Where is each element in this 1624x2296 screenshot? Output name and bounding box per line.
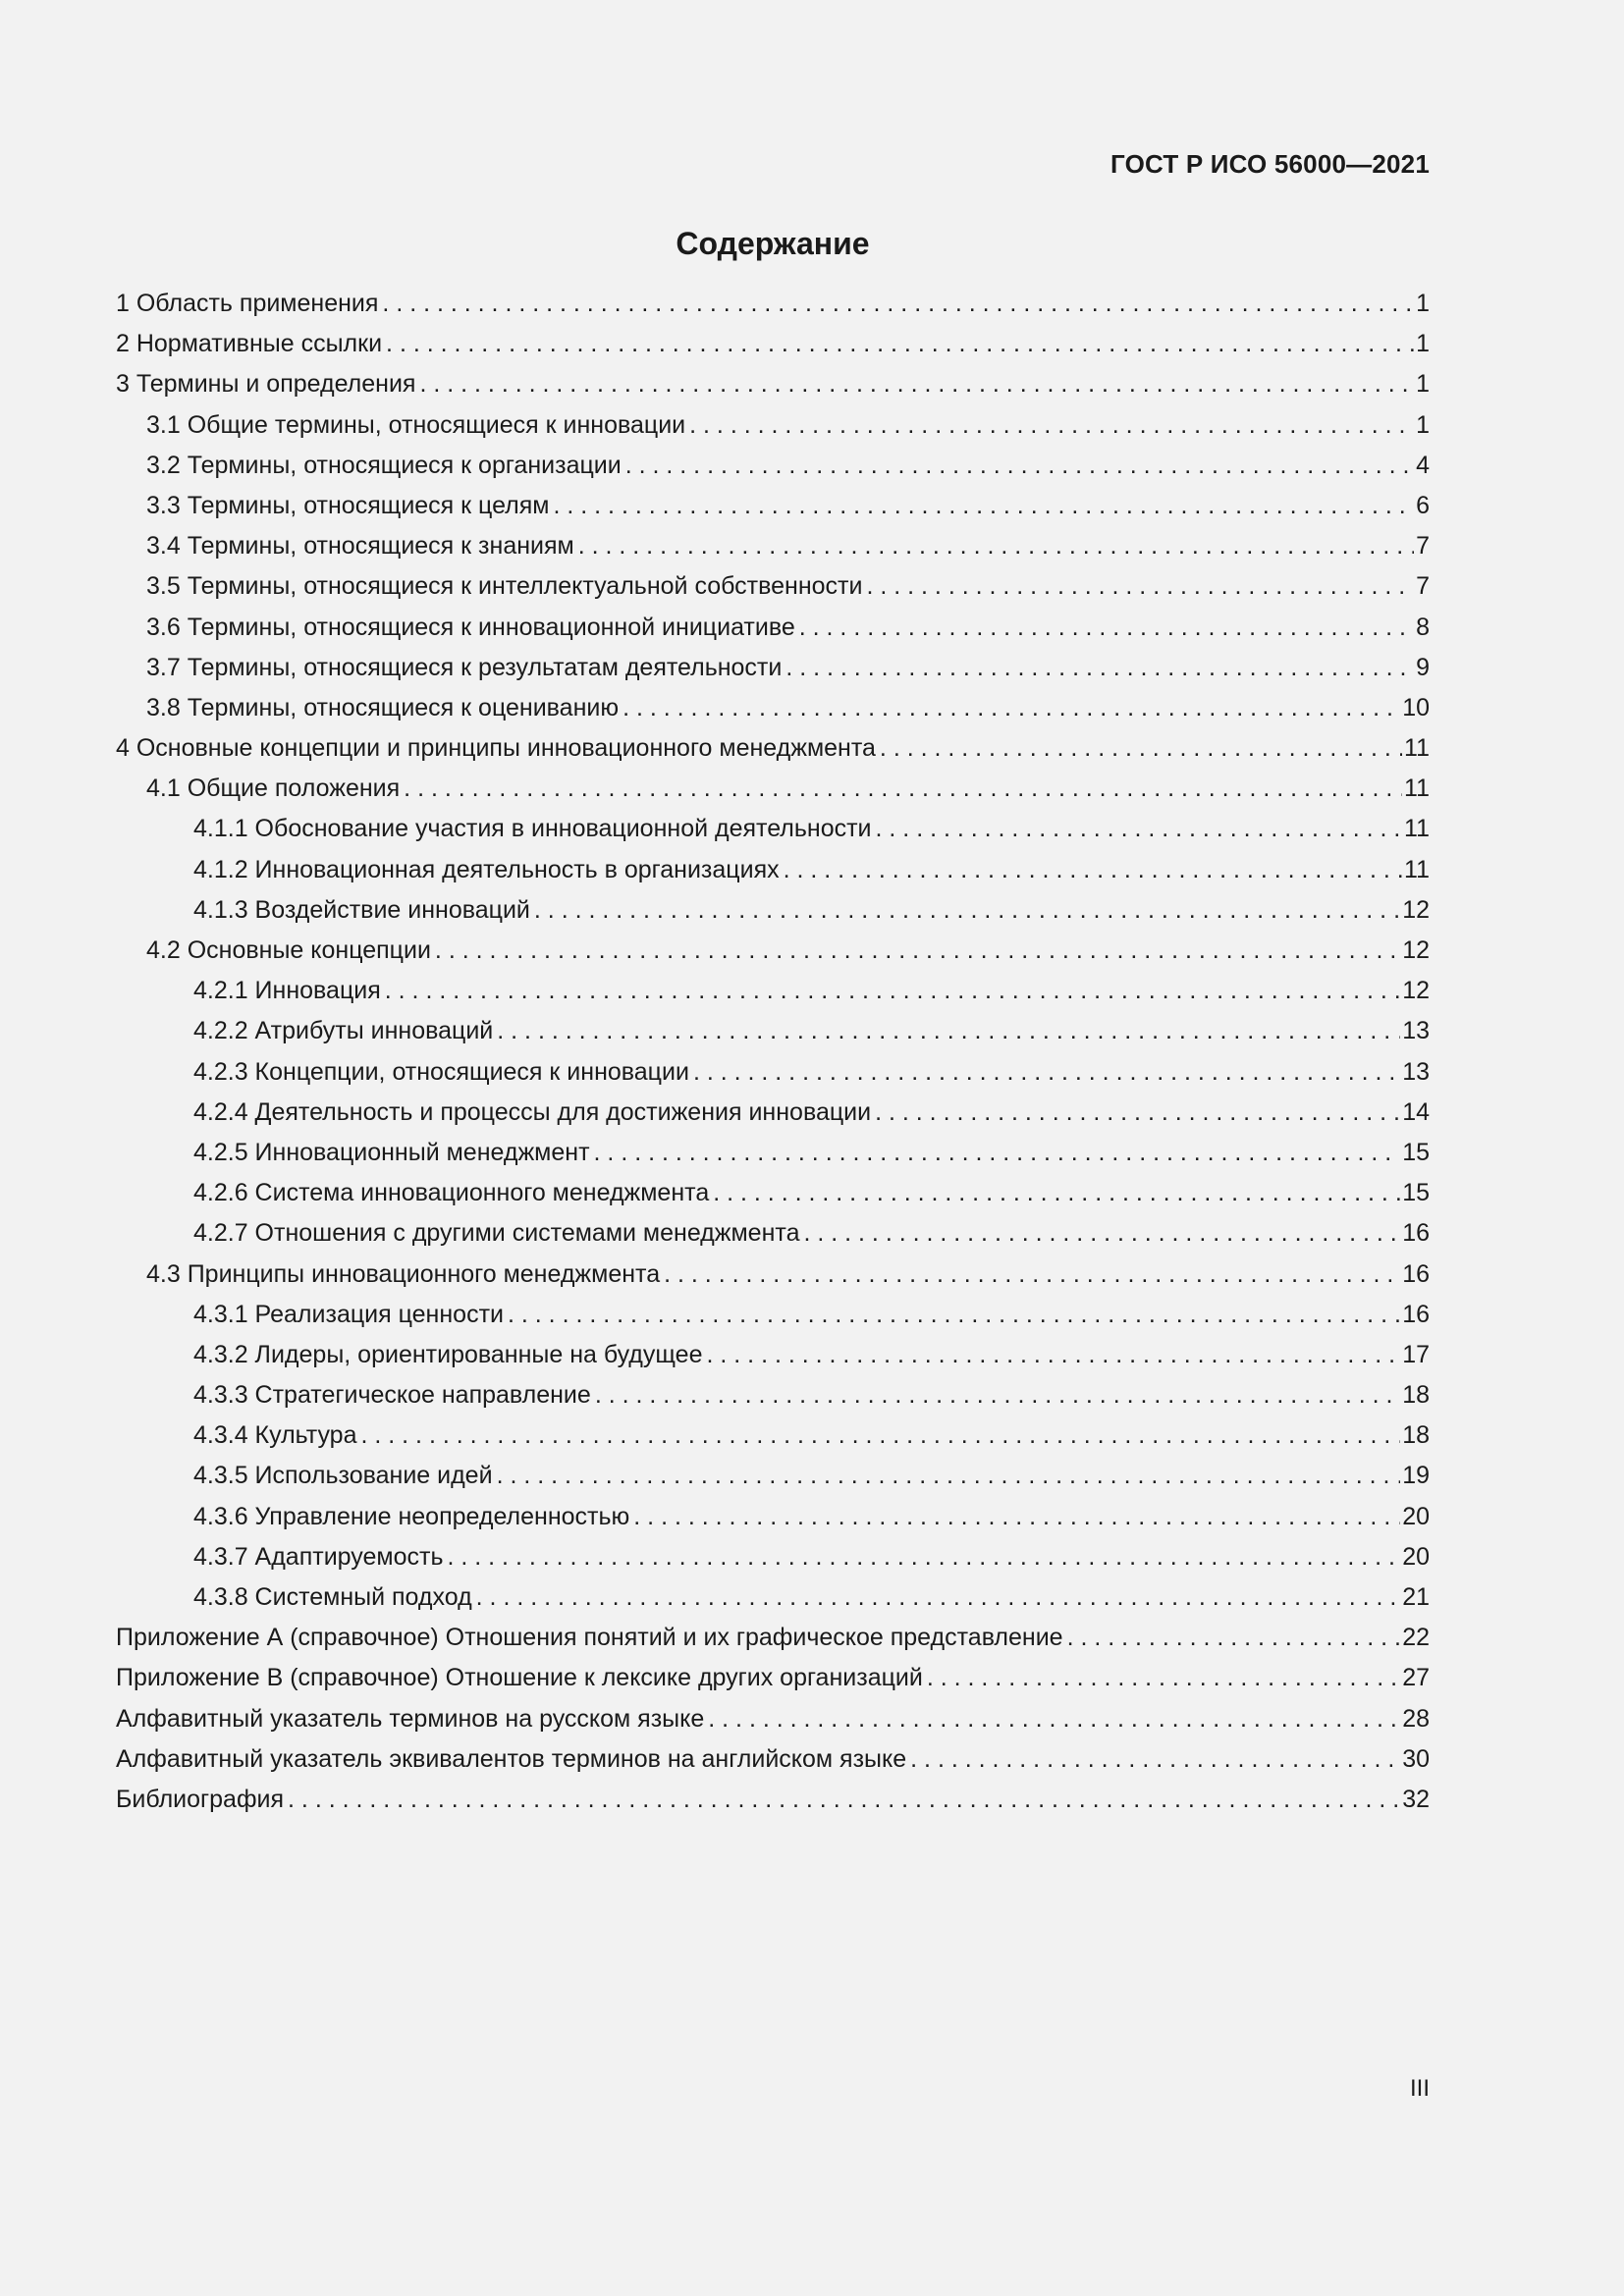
toc-entry-label: 4.3.8 Системный подход [193, 1583, 472, 1611]
toc-entry-page: 28 [1402, 1704, 1430, 1733]
page-number: III [1409, 2075, 1430, 2102]
toc-leader-dots [633, 1497, 1400, 1537]
toc-entry-page: 19 [1402, 1462, 1430, 1490]
toc-entry-label: 4.1.2 Инновационная деятельность в организациях [193, 855, 780, 883]
toc-leader-dots [693, 1052, 1400, 1093]
toc-leader-dots [288, 1780, 1400, 1820]
toc-entry-page: 7 [1416, 572, 1430, 601]
toc-entry[interactable] [116, 1052, 1430, 1093]
toc-entry-page: 20 [1402, 1542, 1430, 1571]
toc-entry-label: 3.4 Термины, относящиеся к знаниям [146, 532, 574, 561]
toc-leader-dots [497, 1456, 1401, 1496]
toc-entry-page: 11 [1404, 774, 1430, 803]
toc-leader-dots [508, 1295, 1400, 1335]
toc-entry-page: 12 [1402, 936, 1430, 964]
toc-entry-page: 16 [1402, 1300, 1430, 1328]
toc-entry-page: 16 [1402, 1219, 1430, 1248]
toc-entry[interactable] [116, 1699, 1430, 1739]
toc-entry-page: 1 [1416, 410, 1430, 439]
toc-entry-label: 4.2.1 Инновация [193, 977, 381, 1005]
toc-entry[interactable] [116, 608, 1430, 648]
toc-entry[interactable] [116, 1375, 1430, 1415]
toc-leader-dots [360, 1415, 1400, 1456]
toc-leader-dots [713, 1173, 1400, 1213]
toc-entry[interactable] [116, 890, 1430, 931]
document-code: ГОСТ Р ИСО 56000—2021 [1110, 149, 1430, 179]
toc-leader-dots [1067, 1618, 1401, 1658]
toc-leader-dots [866, 566, 1414, 607]
toc-entry-label: 4.2.5 Инновационный менеджмент [193, 1138, 590, 1166]
toc-entry[interactable] [116, 1577, 1430, 1618]
toc-entry-label: 3.1 Общие термины, относящиеся к инновации [146, 410, 686, 439]
toc-entry-label: 3.5 Термины, относящиеся к интеллектуальной собственности [146, 572, 863, 601]
toc-entry[interactable] [116, 1415, 1430, 1456]
toc-entry-page: 20 [1402, 1502, 1430, 1530]
toc-entry[interactable] [116, 850, 1430, 890]
toc-entry-label: 4.2 Основные концепции [146, 936, 431, 964]
toc-entry[interactable] [116, 1739, 1430, 1780]
toc-entry-page: 15 [1402, 1179, 1430, 1207]
toc-entry-label: 4.2.7 Отношения с другими системами менеджмента [193, 1219, 800, 1248]
toc-entry[interactable] [116, 688, 1430, 728]
toc-entry-label: 4.3 Принципы инновационного менеджмента [146, 1259, 661, 1288]
toc-entry-page: 21 [1402, 1583, 1430, 1611]
toc-entry-label: 4.3.5 Использование идей [193, 1462, 493, 1490]
toc-leader-dots [707, 1335, 1401, 1375]
toc-entry-page: 17 [1402, 1340, 1430, 1368]
toc-entry-page: 7 [1416, 532, 1430, 561]
toc-entry-page: 30 [1402, 1744, 1430, 1773]
toc-entry[interactable] [116, 648, 1430, 688]
toc-entry-label: 4.1.1 Обоснование участия в инновационной деятельности [193, 815, 872, 843]
toc-entry-page: 12 [1402, 977, 1430, 1005]
toc-entry-label: 4.2.4 Деятельность и процессы для достижения инновации [193, 1097, 872, 1126]
toc-entry-label: 3.2 Термины, относящиеся к организации [146, 451, 622, 479]
toc-leader-dots [708, 1699, 1400, 1739]
toc-entry-page: 1 [1416, 330, 1430, 358]
toc-entry-page: 4 [1416, 451, 1430, 479]
toc-leader-dots [880, 728, 1402, 769]
toc-entry-label: 4.3.2 Лидеры, ориентированные на будущее [193, 1340, 703, 1368]
toc-entry-label: 4.3.1 Реализация ценности [193, 1300, 504, 1328]
toc-entry-label: 4.2.3 Концепции, относящиеся к инновации [193, 1057, 689, 1086]
toc-entry[interactable] [116, 1295, 1430, 1335]
toc-leader-dots [625, 446, 1414, 486]
toc-entry[interactable] [116, 1011, 1430, 1051]
toc-leader-dots [875, 1093, 1400, 1133]
toc-entry[interactable] [116, 1173, 1430, 1213]
toc-entry-label: Алфавитный указатель эквивалентов терминов на английском языке [116, 1744, 907, 1773]
toc-entry-page: 16 [1402, 1259, 1430, 1288]
toc-entry-label: 4 Основные концепции и принципы инновационного менеджмента [116, 734, 876, 763]
toc-entry[interactable] [116, 971, 1430, 1011]
toc-entry[interactable] [116, 364, 1430, 404]
toc-entry[interactable] [116, 769, 1430, 809]
toc-entry-page: 11 [1404, 815, 1430, 843]
toc-entry-page: 27 [1402, 1664, 1430, 1692]
toc-entry-page: 12 [1402, 895, 1430, 924]
toc-entry-page: 13 [1402, 1057, 1430, 1086]
toc-entry[interactable] [116, 486, 1430, 526]
toc-entry[interactable] [116, 1255, 1430, 1295]
toc-entry-page: 22 [1402, 1624, 1430, 1652]
toc-leader-dots [382, 284, 1414, 324]
toc-entry[interactable] [116, 1537, 1430, 1577]
toc-leader-dots [476, 1577, 1401, 1618]
toc-leader-dots [497, 1011, 1400, 1051]
toc-leader-dots [534, 890, 1400, 931]
toc-leader-dots [799, 608, 1414, 648]
toc-leader-dots [404, 769, 1402, 809]
toc-entry-page: 18 [1402, 1381, 1430, 1410]
toc-entry[interactable] [116, 1618, 1430, 1658]
toc-entry[interactable] [116, 1456, 1430, 1496]
toc-entry-page: 13 [1402, 1017, 1430, 1045]
toc-entry[interactable] [116, 1133, 1430, 1173]
toc-entry-label: 4.2.6 Система инновационного менеджмента [193, 1179, 710, 1207]
toc-leader-dots [876, 809, 1403, 849]
toc-entry-label: 1 Область применения [116, 290, 379, 317]
toc-entry[interactable] [116, 526, 1430, 566]
toc-entry-label: Алфавитный указатель терминов на русском языке [116, 1704, 705, 1733]
toc-leader-dots [419, 364, 1414, 404]
toc-entry-label: 4.2.2 Атрибуты инноваций [193, 1017, 494, 1045]
toc-leader-dots [594, 1133, 1401, 1173]
toc-entry[interactable] [116, 1780, 1430, 1820]
toc-entry-page: 14 [1402, 1097, 1430, 1126]
toc-leader-dots [623, 688, 1400, 728]
toc-leader-dots [595, 1375, 1400, 1415]
toc-entry[interactable] [116, 1335, 1430, 1375]
toc-entry-page: 18 [1402, 1421, 1430, 1450]
toc-leader-dots [689, 405, 1414, 446]
toc-entry[interactable] [116, 1497, 1430, 1537]
toc-leader-dots [927, 1658, 1400, 1698]
toc-entry[interactable] [116, 1213, 1430, 1254]
toc-entry-page: 32 [1402, 1785, 1430, 1813]
toc-entry-page: 11 [1404, 855, 1430, 883]
toc-entry[interactable] [116, 446, 1430, 486]
toc-title: Содержание [676, 226, 870, 261]
toc-entry-label: 3.7 Термины, относящиеся к результатам деятельности [146, 653, 783, 681]
toc-entry-label: 3 Термины и определения [116, 370, 416, 399]
toc-entry-label: Приложение А (справочное) Отношения понятий и их графическое представление [116, 1624, 1063, 1652]
toc-entry-page: 15 [1402, 1138, 1430, 1166]
toc-entry-label: 4.1 Общие положения [146, 774, 401, 803]
toc-entry-label: 3.8 Термины, относящиеся к оцениванию [146, 693, 620, 721]
toc-entry[interactable] [116, 324, 1430, 364]
toc-entry-label: 4.3.4 Культура [193, 1421, 357, 1450]
toc-leader-dots [553, 486, 1414, 526]
toc-entry-label: 4.3.6 Управление неопределенностью [193, 1502, 630, 1530]
toc-leader-dots [435, 931, 1400, 971]
toc-leader-dots [910, 1739, 1400, 1780]
toc-entry[interactable] [116, 405, 1430, 446]
table-of-contents [116, 284, 1430, 1820]
toc-entry-label: 3.6 Термины, относящиеся к инновационной инициативе [146, 613, 795, 641]
toc-entry[interactable] [116, 284, 1430, 324]
toc-entry-page: 11 [1404, 734, 1430, 763]
toc-leader-dots [785, 648, 1414, 688]
toc-leader-dots [803, 1213, 1400, 1254]
toc-entry[interactable] [116, 931, 1430, 971]
toc-entry-label: 3.3 Термины, относящиеся к целям [146, 491, 550, 519]
toc-entry-page: 1 [1416, 370, 1430, 399]
toc-entry-page: 9 [1416, 653, 1430, 681]
toc-leader-dots [385, 971, 1400, 1011]
toc-entry[interactable] [116, 1658, 1430, 1698]
toc-entry-page: 10 [1402, 693, 1430, 721]
toc-leader-dots [578, 526, 1414, 566]
toc-entry-page: 6 [1416, 491, 1430, 519]
toc-leader-dots [386, 324, 1414, 364]
toc-entry-label: 4.3.7 Адаптируемость [193, 1542, 444, 1571]
toc-entry-page: 8 [1416, 613, 1430, 641]
toc-entry-label: 2 Нормативные ссылки [116, 330, 383, 358]
toc-leader-dots [664, 1255, 1400, 1295]
toc-entry[interactable] [116, 566, 1430, 607]
toc-entry-label: Приложение В (справочное) Отношение к лексике других организаций [116, 1664, 923, 1692]
toc-entry-label: 4.3.3 Стратегическое направление [193, 1381, 591, 1410]
toc-entry-page: 1 [1416, 290, 1430, 317]
toc-entry[interactable] [116, 728, 1430, 769]
toc-entry[interactable] [116, 809, 1430, 849]
toc-entry[interactable] [116, 1093, 1430, 1133]
toc-entry-label: 4.1.3 Воздействие инноваций [193, 895, 530, 924]
toc-leader-dots [784, 850, 1402, 890]
toc-leader-dots [447, 1537, 1400, 1577]
toc-entry-label: Библиография [116, 1785, 285, 1813]
